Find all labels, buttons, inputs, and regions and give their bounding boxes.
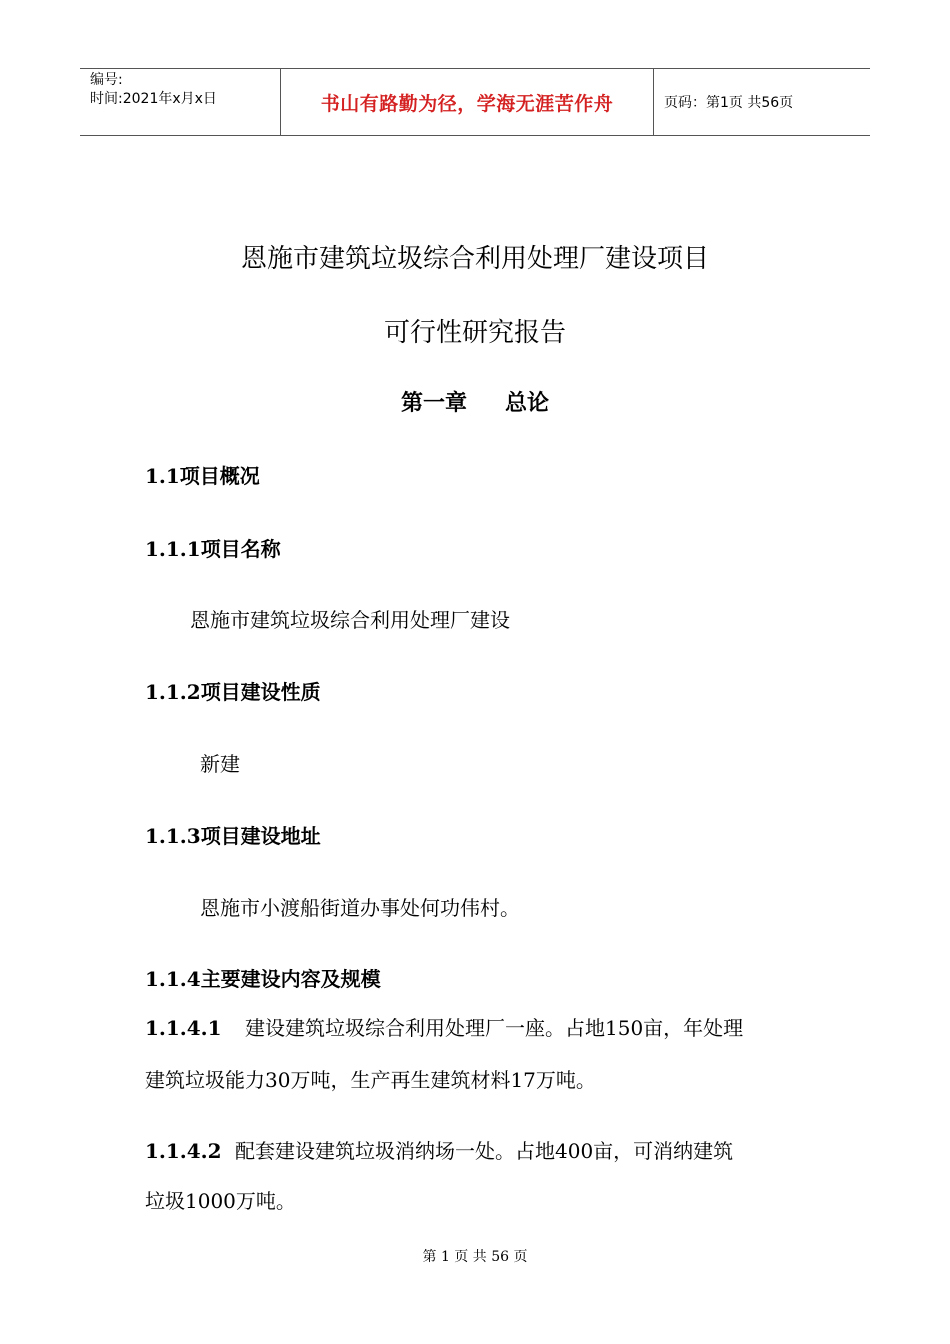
header-meta-cell: [80, 69, 281, 135]
section-heading-1-1-2: [145, 676, 321, 705]
section-title: 项目名称: [200, 537, 281, 561]
chapter-number: 第一章: [400, 391, 467, 416]
chapter-heading: [0, 386, 950, 417]
header-page-info: 页码：第1页 共56页: [664, 95, 794, 111]
section-number: 1.1: [145, 464, 180, 488]
item-text: 建设建筑垃圾综合利用处理厂一座。占地150亩，年处理: [245, 1016, 744, 1040]
item-1-1-4-2-line2: 垃圾1000万吨。: [145, 1189, 296, 1213]
item-1-1-4-1-line1: [145, 1012, 743, 1041]
document-number-label: 编号:: [90, 72, 123, 88]
section-title: 项目建设地址: [200, 824, 321, 848]
document-title-line2: 可行性研究报告: [383, 318, 566, 348]
header-table: [80, 68, 870, 136]
section-heading-1-1-1: [145, 533, 281, 562]
project-name-text: 恩施市建筑垃圾综合利用处理厂建设: [190, 608, 510, 632]
document-time-label: 时间:2021年x月x日: [90, 91, 217, 107]
page-footer: 第 1 页 共 56 页: [422, 1249, 528, 1265]
chapter-name: 总论: [505, 391, 550, 416]
header-motto-cell: [281, 69, 654, 135]
project-nature-text: 新建: [200, 752, 240, 776]
project-address-text: 恩施市小渡船街道办事处何功伟村。: [200, 896, 520, 920]
item-1-1-4-1-line2: 建筑垃圾能力30万吨，生产再生建筑材料17万吨。: [145, 1068, 596, 1092]
header-page-cell: [654, 69, 870, 135]
section-heading-1-1: [145, 460, 260, 489]
document-title-line1: 恩施市建筑垃圾综合利用处理厂建设项目: [240, 244, 709, 274]
item-number: 1.1.4.1: [145, 1016, 222, 1040]
section-number: 1.1.2: [145, 680, 201, 704]
section-heading-1-1-4: [145, 963, 381, 992]
item-text: 配套建设建筑垃圾消纳场一处。占地400亩，可消纳建筑: [235, 1139, 734, 1163]
section-title: 项目概况: [179, 464, 260, 488]
section-number: 1.1.1: [145, 537, 201, 561]
header-motto: 书山有路勤为径，学海无涯苦作舟: [320, 92, 614, 115]
section-number: 1.1.4: [145, 967, 201, 991]
section-heading-1-1-3: [145, 820, 321, 849]
section-number: 1.1.3: [145, 824, 201, 848]
item-number: 1.1.4.2: [145, 1139, 222, 1163]
section-title: 项目建设性质: [200, 680, 321, 704]
item-1-1-4-2-line1: [145, 1135, 733, 1164]
section-title: 主要建设内容及规模: [200, 967, 381, 991]
